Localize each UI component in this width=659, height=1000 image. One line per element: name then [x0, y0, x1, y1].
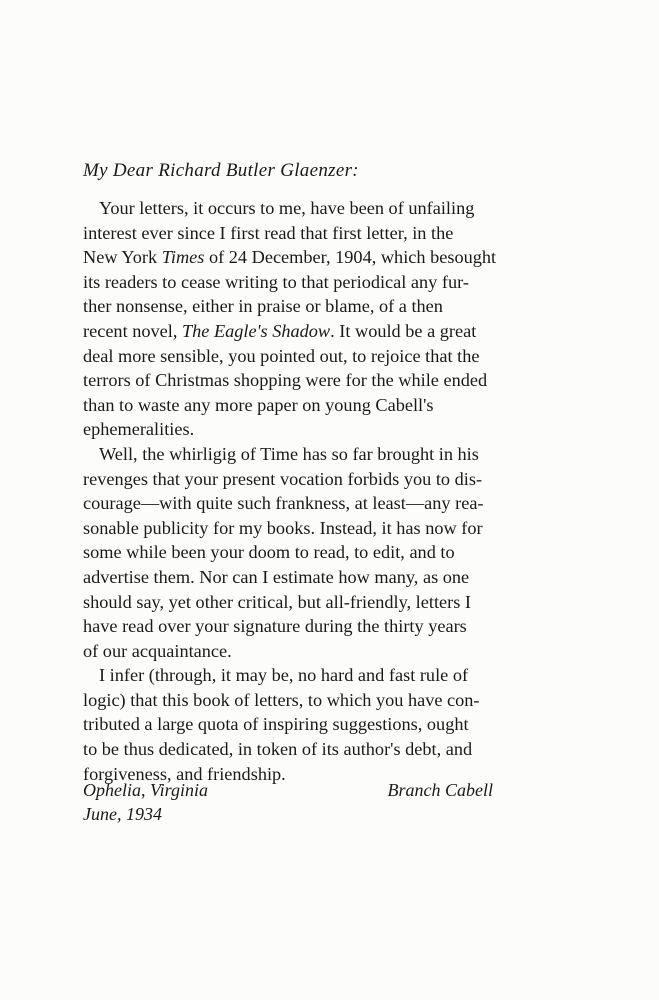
text-line: courage—with quite such frankness, at least—any rea- — [83, 493, 484, 514]
text-line: to be thus dedicated, in token of its author's debt, and — [83, 739, 473, 760]
text-line: interest ever since I first read that first letter, in the — [83, 222, 454, 243]
text-line: of our acquaintance. — [83, 640, 232, 661]
text-line: deal more sensible, you pointed out, to rejoice that the — [83, 345, 480, 366]
text-line: I infer (through, it may be, no hard and fast rule of — [99, 665, 469, 686]
italic-title-times: Times — [161, 247, 205, 268]
signature: Branch Cabell — [387, 780, 493, 800]
text-line: advertise them. Nor can I estimate how many, as one — [83, 566, 470, 587]
text-line: logic) that this book of letters, to which you have con- — [83, 689, 480, 710]
text-line: Your letters, it occurs to me, have been of unfailing — [99, 198, 475, 218]
text-line: than to waste any more paper on young Cabell's — [83, 394, 434, 415]
closing-block — [83, 778, 493, 826]
text-line: ther nonsense, either in praise or blame, of a then — [83, 296, 443, 317]
text-line: forgiveness, and friendship. — [83, 763, 286, 784]
text-line: have read over your signature during the thirty years — [83, 616, 467, 637]
paragraph-1 — [83, 196, 527, 442]
text-line: Well, the whirligig of Time has so far brought in his — [99, 443, 479, 464]
text-line: revenges that your present vocation forbids you to dis- — [83, 468, 483, 489]
place: Ophelia, Virginia — [83, 780, 208, 800]
text-line: ephemeralities. — [83, 419, 195, 440]
paragraph-3 — [83, 663, 527, 786]
letter-body — [83, 196, 527, 786]
italic-title-eagles-shadow: The Eagle's Shadow — [181, 320, 331, 341]
text-line: some while been your doom to read, to edit, and to — [83, 542, 455, 563]
text-line: New York Times of 24 December, 1904, which besought — [83, 247, 497, 268]
text-line: should say, yet other critical, but all-friendly, letters I — [83, 591, 472, 612]
date: June, 1934 — [83, 804, 162, 824]
salutation: My Dear Richard Butler Glaenzer: — [83, 160, 359, 181]
text-line: sonable publicity for my books. Instead, it has now for — [83, 517, 483, 538]
text-line: recent novel, The Eagle's Shadow. It would be a great — [83, 320, 477, 341]
text-line: its readers to cease writing to that periodical any fur- — [83, 271, 469, 292]
text-line: terrors of Christmas shopping were for the while ended — [83, 370, 488, 391]
paragraph-2 — [83, 442, 527, 663]
text-line: tributed a large quota of inspiring suggestions, ought — [83, 714, 469, 735]
